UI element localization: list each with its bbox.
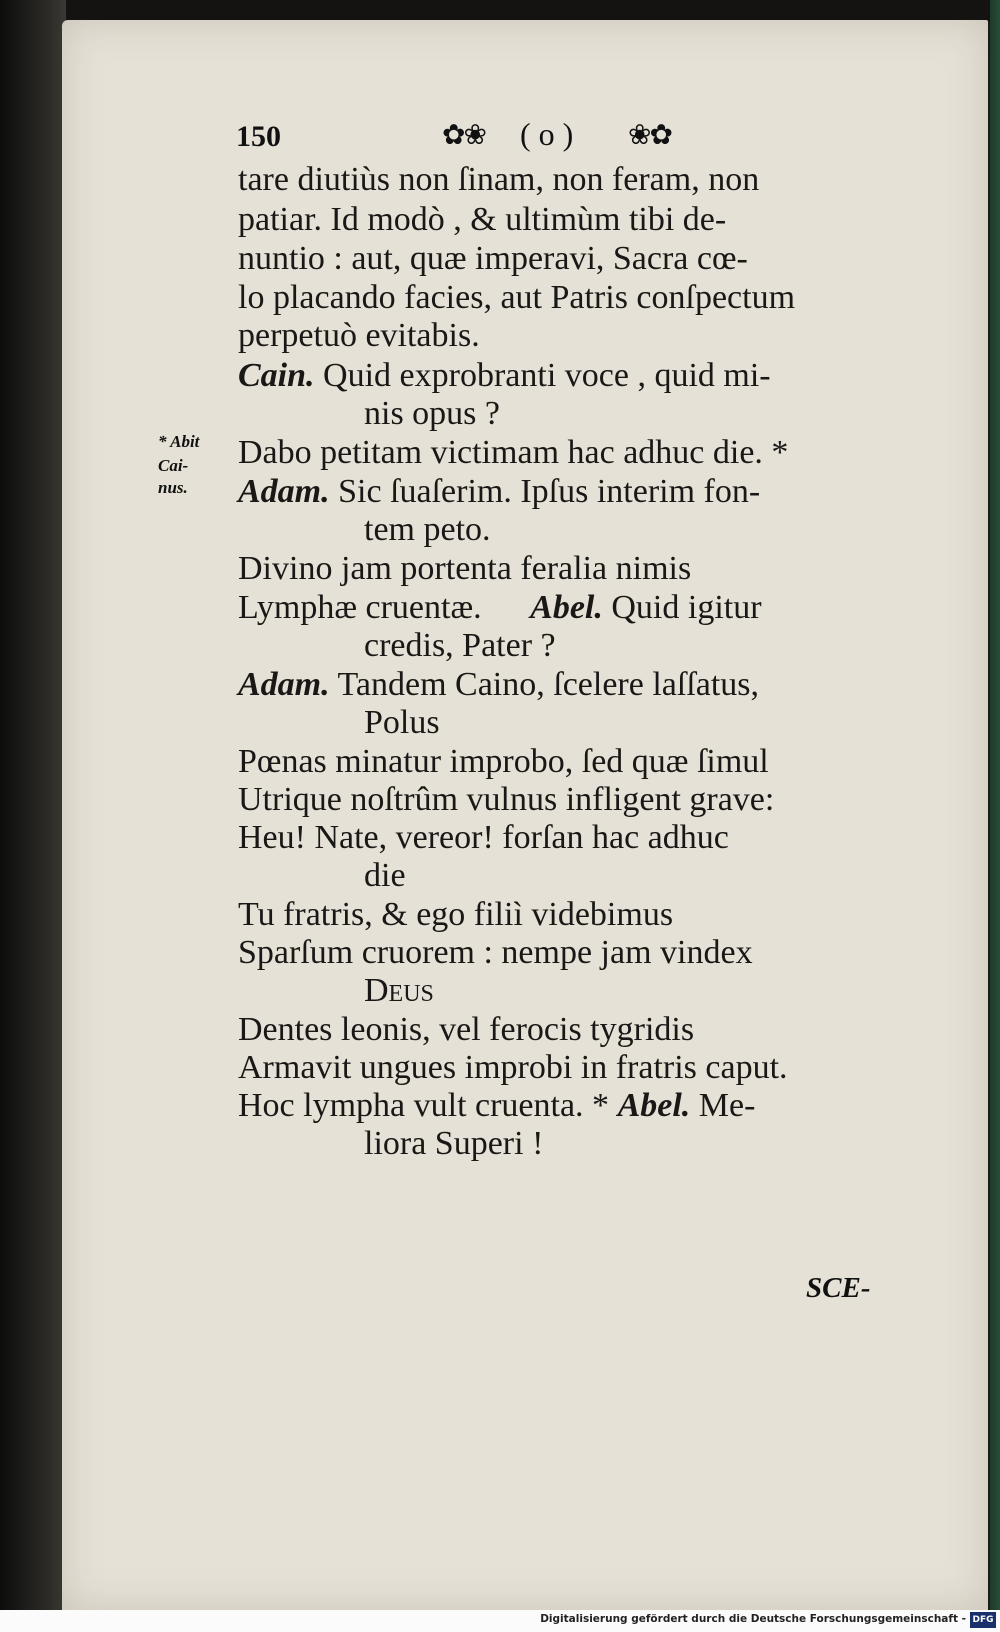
- margin-note: [158, 432, 199, 498]
- text-line-5: perpetuò evitabis.: [238, 317, 480, 354]
- speaker-adam: Adam.: [238, 473, 330, 510]
- page-number: 150: [236, 120, 281, 153]
- header-ornament-right: ❀✿: [628, 118, 671, 151]
- catchword: SCE-: [806, 1272, 871, 1304]
- text-line-25: [238, 1086, 755, 1126]
- text-line-9: [238, 472, 760, 512]
- text-line-20: Tu fratris, & ego filiì videbimus: [238, 896, 674, 933]
- text-line-10: tem peto.: [364, 511, 491, 548]
- text-line-17: Utrique noſtrûm vulnus infligent grave:: [238, 781, 775, 818]
- top-scan-border: [0, 0, 1000, 22]
- text-line-3: nuntio : aut, quæ imperavi, Sacra cœ-: [238, 240, 748, 277]
- text-line-16: Pœnas minatur improbo, ſed quæ ſimul: [238, 743, 769, 780]
- speaker-cain: Cain.: [238, 357, 315, 394]
- speech-text: Me-: [698, 1087, 756, 1124]
- text-line-11: Divino jam portenta feralia nimis: [238, 550, 692, 587]
- text-line-22: Deus: [364, 972, 434, 1009]
- text-line-12: [238, 588, 762, 628]
- margin-note-line: Cai-: [158, 456, 189, 475]
- speaker-adam: Adam.: [238, 666, 330, 703]
- text-line-2: patiar. Id modò , & ultimùm tibi de-: [238, 201, 727, 238]
- header-ornament-left: ✿❀: [442, 118, 485, 151]
- text-line-21: Sparſum cruorem : nempe jam vindex: [238, 934, 753, 971]
- book-edge: [990, 0, 1000, 1610]
- text-line-24: Armavit ungues improbi in fratris caput.: [238, 1049, 788, 1086]
- speaker-abel: Abel.: [530, 589, 603, 626]
- margin-note-line: nus.: [158, 478, 188, 497]
- text-line-8: Dabo petitam victimam hac adhuc die. *: [238, 434, 789, 471]
- speech-text: Sic ſuaſerim. Ipſus interim fon-: [338, 473, 761, 510]
- header-center: ( o ): [520, 116, 574, 152]
- text-line-15: Polus: [364, 704, 440, 741]
- text-line-4: lo placando facies, aut Patris conſpectum: [238, 279, 796, 316]
- speech-text: Tandem Caino, ſcelere laſſatus,: [337, 666, 760, 703]
- text-line-23: Dentes leonis, vel ferocis tygridis: [238, 1011, 695, 1048]
- dfg-logo: DFG: [970, 1612, 996, 1628]
- text-line-6: [238, 356, 771, 396]
- text-line-18: Heu! Nate, vereor! forſan hac adhuc: [238, 819, 729, 856]
- book-spine-shadow: [0, 0, 66, 1610]
- text-line-1: [238, 160, 888, 200]
- speaker-abel: Abel.: [617, 1087, 691, 1124]
- speech-text: Hoc lympha vult cruenta. *: [238, 1087, 610, 1124]
- text-line-7: nis opus ?: [364, 395, 500, 432]
- speech-text: Quid exprobranti voce , quid mi-: [323, 357, 771, 394]
- speech-text: Quid igitur: [611, 589, 762, 626]
- text-line-13: credis, Pater ?: [364, 627, 556, 664]
- text-line-14: [238, 665, 759, 705]
- margin-note-line: * Abit: [158, 432, 200, 451]
- footer-credit: Digitalisierung gefördert durch die Deutsche Forschungsgemeinschaft -: [540, 1613, 966, 1625]
- text: tare diutiùs non ſinam, non feram, non: [238, 161, 760, 198]
- speech-text: Lymphæ cruentæ.: [238, 589, 482, 626]
- digitization-footer: [0, 1610, 1000, 1632]
- text-line-26: liora Superi !: [364, 1125, 544, 1162]
- book-page: [62, 20, 988, 1610]
- text-line-19: die: [364, 857, 406, 894]
